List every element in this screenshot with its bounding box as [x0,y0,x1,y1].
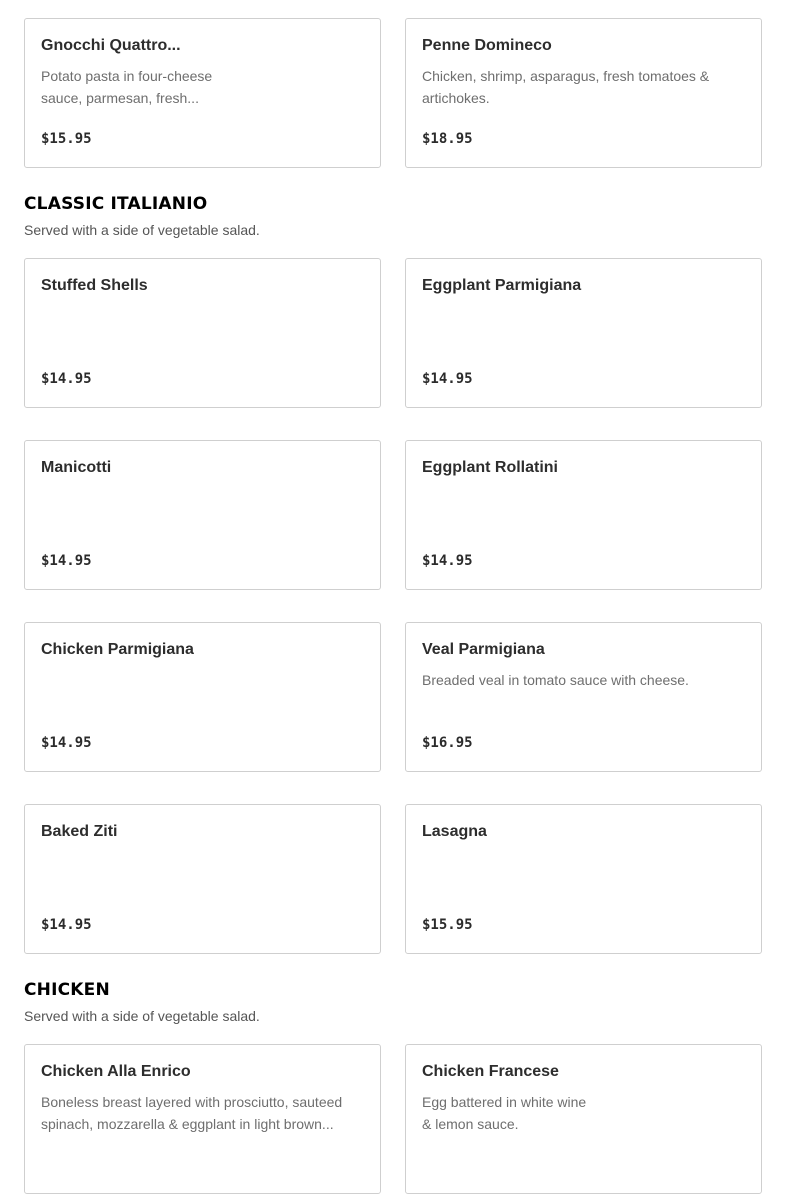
item-description: Potato pasta in four-cheese sauce, parmesan, fresh... [41,68,213,106]
item-description: Egg battered in white wine & lemon sauce. [422,1094,587,1132]
menu-item-card[interactable] [405,804,762,954]
item-name: Penne Domineco [422,37,552,54]
item-price: $18.95 [422,131,473,147]
menu-item-card[interactable] [405,622,762,772]
menu-item-card[interactable] [24,18,381,168]
item-name: Chicken Parmigiana [41,641,194,658]
item-name: Lasagna [422,823,487,840]
item-description: Breaded veal in tomato sauce with cheese. [422,672,689,688]
item-price: $15.95 [41,131,92,147]
item-name: Eggplant Parmigiana [422,277,582,294]
item-price: $14.95 [41,371,92,387]
item-price: $16.95 [422,735,473,751]
item-name: Manicotti [41,459,112,476]
menu-item-card[interactable] [405,440,762,590]
item-name: Eggplant Rollatini [422,459,558,476]
item-name: Stuffed Shells [41,277,148,294]
item-name: Baked Ziti [41,823,118,840]
menu-item-card[interactable] [24,440,381,590]
item-name: Gnocchi Quattro... [41,37,181,54]
item-description: Chicken, shrimp, asparagus, fresh tomatoes & artichokes. [422,68,710,106]
section-subtitle: Served with a side of vegetable salad. [24,1008,260,1024]
menu-item-card[interactable] [405,18,762,168]
menu-item-card[interactable] [24,258,381,408]
menu-item-card[interactable] [24,804,381,954]
item-price: $14.95 [422,371,473,387]
menu-item-card[interactable] [405,1044,762,1194]
item-price: $15.95 [422,917,473,933]
item-name: Chicken Francese [422,1063,559,1080]
menu-item-card[interactable] [24,1044,381,1194]
item-description: Boneless breast layered with prosciutto, sauteed spinach, mozzarella & eggplant in light brown... [41,1094,343,1132]
item-name: Chicken Alla Enrico [41,1063,191,1080]
section-subtitle: Served with a side of vegetable salad. [24,222,260,238]
menu-item-card[interactable] [405,258,762,408]
item-name: Veal Parmigiana [422,641,545,658]
section-title: CLASSIC ITALIANIO [24,194,208,214]
item-price: $14.95 [422,553,473,569]
item-price: $14.95 [41,735,92,751]
menu-item-card[interactable] [24,622,381,772]
section-title: CHICKEN [24,980,110,1000]
item-price: $14.95 [41,553,92,569]
item-price: $14.95 [41,917,92,933]
